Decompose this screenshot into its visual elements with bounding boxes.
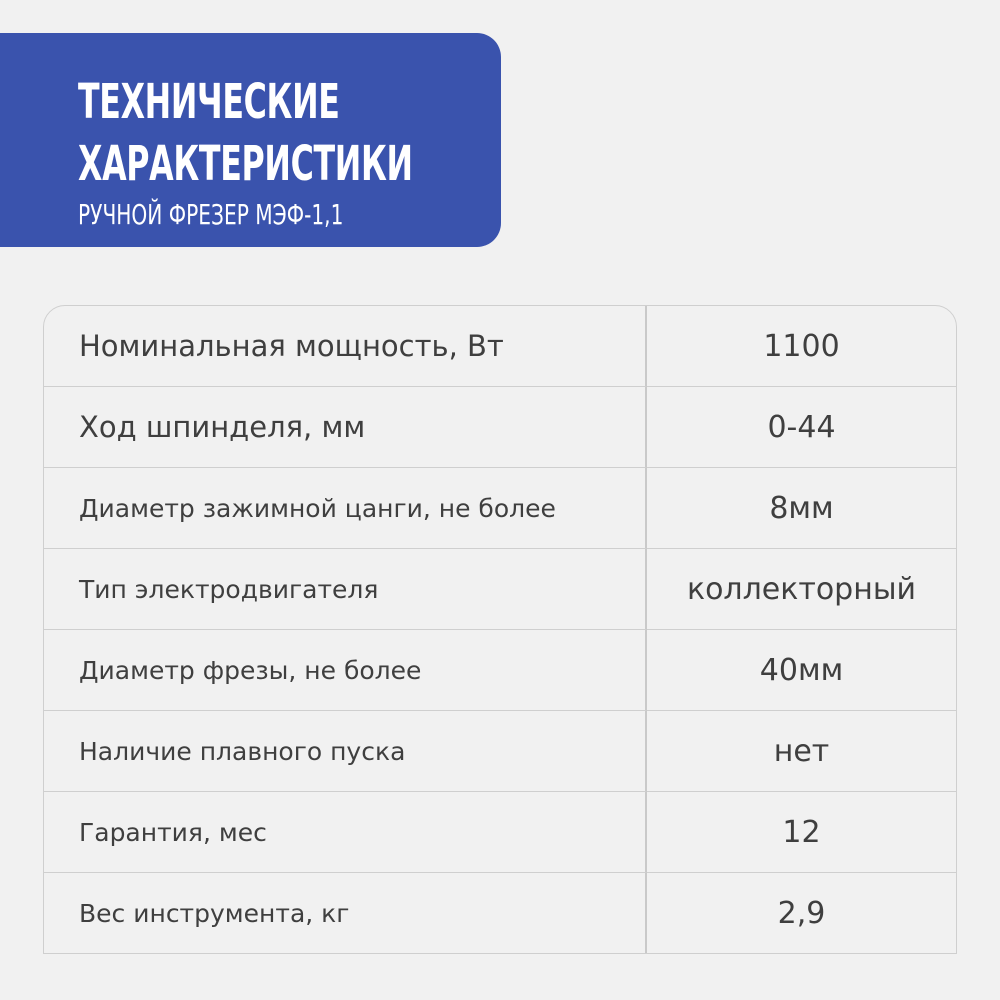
spec-value: 40мм [647, 630, 956, 711]
spec-value: коллекторный [647, 549, 956, 630]
spec-name: Гарантия, мес [44, 792, 647, 873]
specs-table [43, 305, 957, 954]
table-row [44, 873, 956, 953]
spec-name: Диаметр фрезы, не более [44, 630, 647, 711]
header-banner [0, 33, 501, 247]
spec-name: Вес инструмента, кг [44, 873, 647, 953]
spec-value: 2,9 [777, 895, 826, 931]
spec-name: Тип электродвигателя [44, 549, 647, 630]
spec-value: 0-44 [647, 387, 956, 468]
page-subtitle: РУЧНОЙ ФРЕЗЕР МЭФ-1,1 [78, 198, 344, 231]
spec-value: 12 [647, 792, 956, 873]
spec-value: 1100 [647, 306, 956, 387]
table-row [44, 792, 956, 873]
table-row [44, 468, 956, 549]
page-title-line-2: ХАРАКТЕРИСТИКИ [78, 136, 413, 192]
spec-name: Диаметр зажимной цанги, не более [44, 468, 647, 549]
spec-value: 8мм [647, 468, 956, 549]
table-row [44, 711, 956, 792]
table-row [44, 549, 956, 630]
spec-name: Наличие плавного пуска [44, 711, 647, 792]
page-title-line-1: ТЕХНИЧЕСКИЕ [78, 74, 340, 130]
table-row [44, 630, 956, 711]
table-row [44, 306, 956, 387]
spec-value: нет [647, 711, 956, 792]
spec-name: Ход шпинделя, мм [44, 387, 647, 468]
table-row [44, 387, 956, 468]
spec-name: Номинальная мощность, Вт [44, 306, 647, 387]
